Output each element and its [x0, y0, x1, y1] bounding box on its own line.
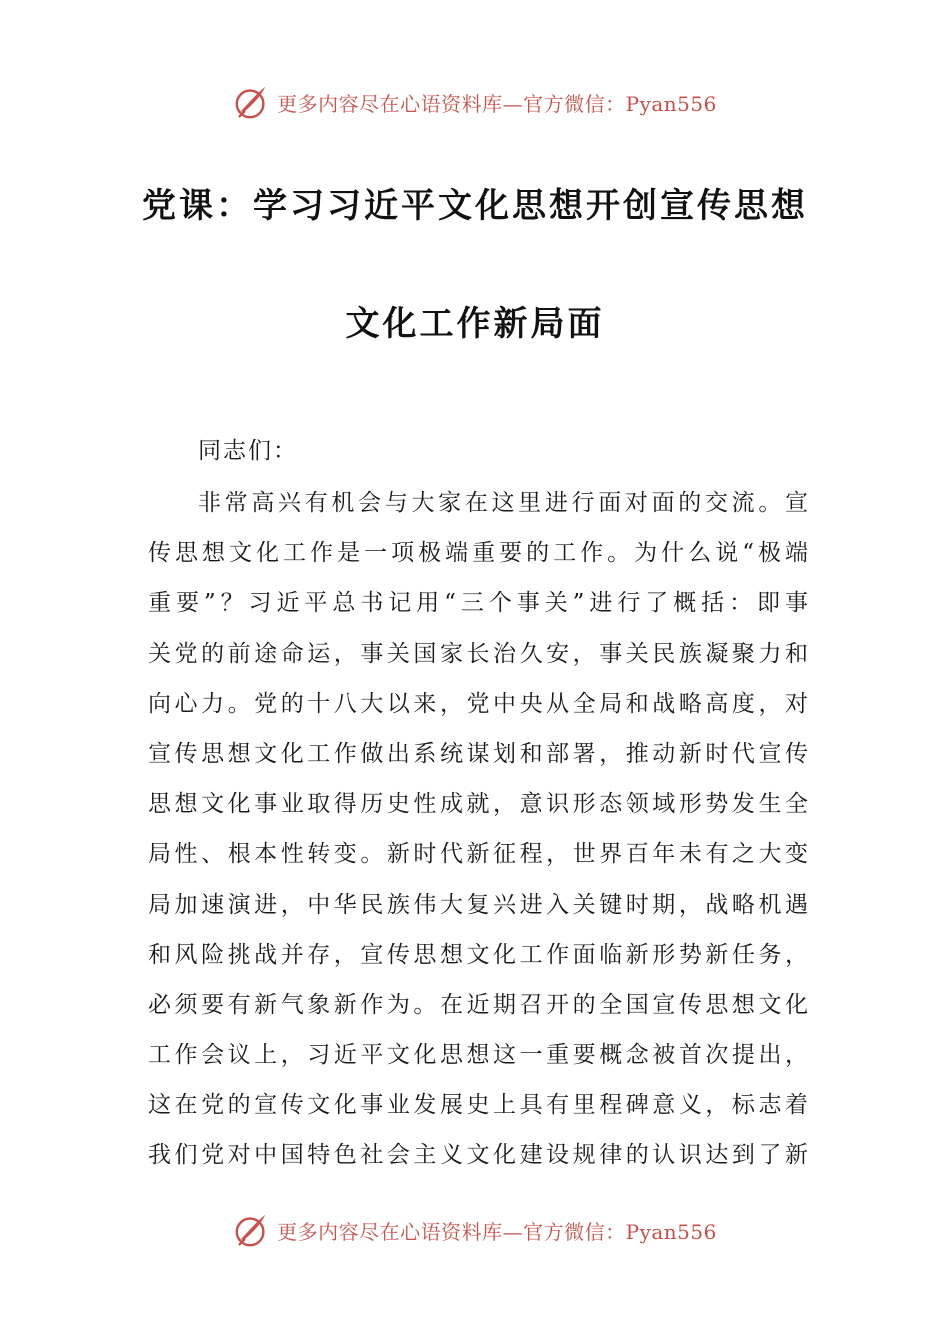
body-line: 工作会议上，习近平文化思想这一重要概念被首次提出， — [148, 1042, 808, 1069]
body-line: 宣传思想文化工作做出系统谋划和部署，推动新时代宣传 — [148, 740, 808, 767]
salutation: 同志们： — [198, 438, 298, 464]
footer-watermark — [0, 1208, 950, 1252]
header-watermark — [0, 80, 950, 124]
body-line: 重要”？习近平总书记用“三个事关”进行了概括：即事 — [148, 590, 808, 617]
body-line: 局性、根本性转变。新时代新征程，世界百年未有之大变 — [148, 841, 808, 868]
quill-pen-logo-icon — [233, 1211, 271, 1249]
watermark-text: 更多内容尽在心语资料库—官方微信：Pyan556 — [277, 91, 717, 116]
body-line: 非常高兴有机会与大家在这里进行面对面的交流。宣 — [198, 490, 808, 516]
body-line: 我们党对中国特色社会主义文化建设规律的认识达到了新 — [148, 1142, 808, 1169]
body-line: 这在党的宣传文化事业发展史上具有里程碑意义，标志着 — [148, 1092, 808, 1119]
document-title-line-2: 文化工作新局面 — [345, 304, 605, 344]
body-line: 局加速演进，中华民族伟大复兴进入关键时期，战略机遇 — [148, 891, 808, 918]
quill-pen-logo-icon — [233, 83, 271, 121]
body-line: 向心力。党的十八大以来，党中央从全局和战略高度，对 — [148, 690, 808, 717]
document-title-line-1: 党课：学习习近平文化思想开创宣传思想 — [142, 186, 808, 226]
body-line: 必须要有新气象新作为。在近期召开的全国宣传思想文化 — [148, 991, 808, 1018]
body-paragraph — [148, 478, 808, 1181]
body-line: 思想文化事业取得历史性成就，意识形态领域形势发生全 — [148, 791, 808, 818]
watermark-text: 更多内容尽在心语资料库—官方微信：Pyan556 — [277, 1219, 717, 1244]
body-line: 和风险挑战并存，宣传思想文化工作面临新形势新任务， — [148, 941, 808, 968]
body-line: 关党的前途命运，事关国家长治久安，事关民族凝聚力和 — [148, 640, 808, 667]
body-line: 传思想文化工作是一项极端重要的工作。为什么说“极端 — [148, 540, 808, 567]
